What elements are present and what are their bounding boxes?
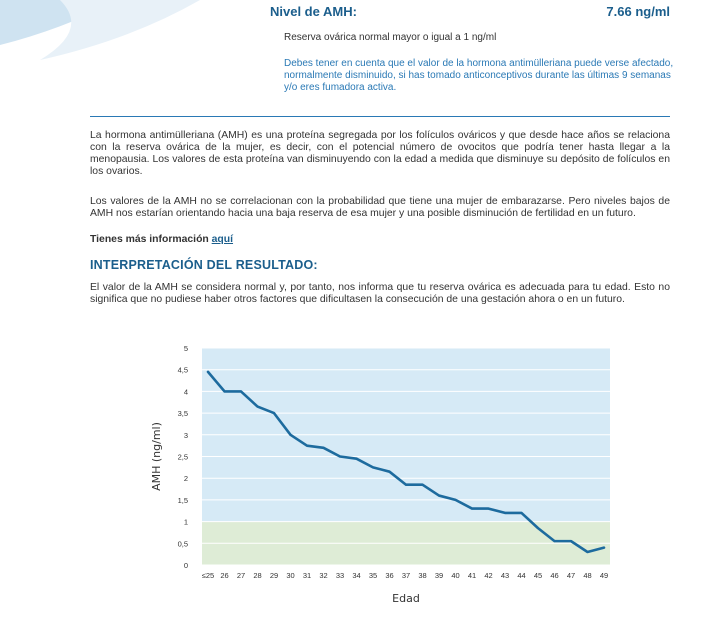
x-tick-label: 33	[335, 571, 345, 580]
more-info	[90, 234, 233, 245]
info-paragraph-2: Los valores de la AMH no se correlacionan con la probabilidad que tiene una mujer de embarazarse. Pero niveles bajos de AMH nos estarían orientando hacia una baja reserva de esa mujer y una posible disminución de fertilidad en un futuro.	[90, 196, 670, 219]
x-tick-label: 41	[467, 571, 477, 580]
reference-range: Reserva ovárica normal mayor o igual a 1 ng/ml	[284, 32, 497, 43]
data-point	[422, 484, 424, 486]
data-point	[405, 484, 407, 486]
x-tick-label: 32	[319, 571, 328, 580]
decorative-swoosh	[0, 0, 220, 60]
x-tick-label: 48	[583, 571, 592, 580]
result-warning: Debes tener en cuenta que el valor de la hormona antimülleriana puede verse afectado, normalmente disminuido, si has tomado anticonceptivos durante las últimas 9 semanas y/o eres fumadora activa.	[284, 58, 674, 93]
x-tick-label: 47	[566, 571, 576, 580]
y-axis-label: AMH (ng/ml)	[150, 422, 163, 491]
x-tick-label: 45	[533, 571, 543, 580]
data-point	[389, 471, 391, 473]
data-point	[570, 540, 572, 542]
y-tick-label: 0,5	[177, 539, 188, 549]
data-point	[554, 540, 556, 542]
x-tick-label: 27	[236, 571, 246, 580]
more-info-text: Tienes más información	[90, 234, 209, 245]
data-point	[471, 508, 473, 510]
amh-age-chart	[140, 330, 620, 615]
x-tick-label: 34	[352, 571, 361, 580]
data-point	[224, 391, 226, 393]
x-tick-label: 26	[220, 571, 229, 580]
x-tick-label: 35	[368, 571, 378, 580]
data-point	[372, 467, 374, 469]
info-paragraph-1: La hormona antimülleriana (AMH) es una proteína segregada por los folículos ováricos y que desde hace años se relaciona con la reserva ovárica de la mujer, es decir, con el potencial número de ovocitos que podría tener hasta llegar a la menopausia. Los valores de esta proteína van disminuyendo con la edad a medida que disminuye su depósito de folículos en los ovarios.	[90, 130, 670, 177]
x-tick-label: 31	[302, 571, 312, 580]
data-point	[537, 527, 539, 529]
data-point	[240, 391, 242, 393]
result-value: 7.66 ng/ml	[606, 4, 670, 19]
x-tick-label: 36	[385, 571, 394, 580]
x-tick-label: 43	[500, 571, 510, 580]
data-point	[306, 445, 308, 447]
x-tick-label: 42	[484, 571, 493, 580]
y-tick-label: 0	[183, 561, 188, 570]
x-axis-label: Edad	[392, 592, 420, 605]
result-name: Nivel de AMH:	[270, 4, 357, 19]
y-tick-label: 4	[183, 387, 188, 397]
x-tick-label: 37	[401, 571, 411, 580]
y-tick-label: 2	[183, 474, 188, 484]
x-tick-label: 40	[451, 571, 460, 580]
data-point	[273, 412, 275, 414]
interpretation-title: INTERPRETACIÓN DEL RESULTADO:	[90, 258, 318, 272]
y-tick-label: 3,5	[177, 409, 188, 419]
data-point	[207, 371, 209, 373]
more-info-link[interactable]: aquí	[211, 234, 234, 245]
x-tick-label: 28	[253, 571, 262, 580]
y-tick-label: 5	[183, 344, 188, 353]
data-point	[339, 456, 341, 458]
data-point	[356, 458, 358, 460]
data-point	[521, 512, 523, 514]
x-tick-label: 44	[517, 571, 526, 580]
interpretation-text: El valor de la AMH se considera normal y, por tanto, nos informa que tu reserva ovárica es adecuada para tu edad. Esto no significa que no pudiese haber otros factores que dificultasen la consecución de una gestación ahora o en un futuro.	[90, 282, 670, 305]
x-tick-label: 49	[599, 571, 609, 580]
y-tick-label: 2,5	[177, 452, 188, 462]
x-tick-label: 46	[550, 571, 559, 580]
x-tick-label: 38	[418, 571, 427, 580]
data-point	[257, 406, 259, 408]
y-tick-label: 1,5	[177, 495, 188, 505]
data-point	[488, 508, 490, 510]
data-point	[438, 495, 440, 497]
x-tick-label: 39	[434, 571, 444, 580]
data-point	[603, 547, 605, 549]
data-point	[323, 447, 325, 449]
x-tick-label: ≤25	[201, 571, 215, 580]
x-tick-label: 29	[269, 571, 279, 580]
data-point	[587, 551, 589, 553]
data-point	[504, 512, 506, 514]
data-point	[290, 434, 292, 436]
data-point	[455, 499, 457, 501]
y-tick-label: 3	[183, 430, 188, 440]
y-tick-label: 4,5	[177, 365, 188, 375]
y-tick-label: 1	[183, 517, 188, 527]
section-divider	[90, 116, 670, 117]
x-tick-label: 30	[286, 571, 295, 580]
result-header	[270, 4, 670, 22]
